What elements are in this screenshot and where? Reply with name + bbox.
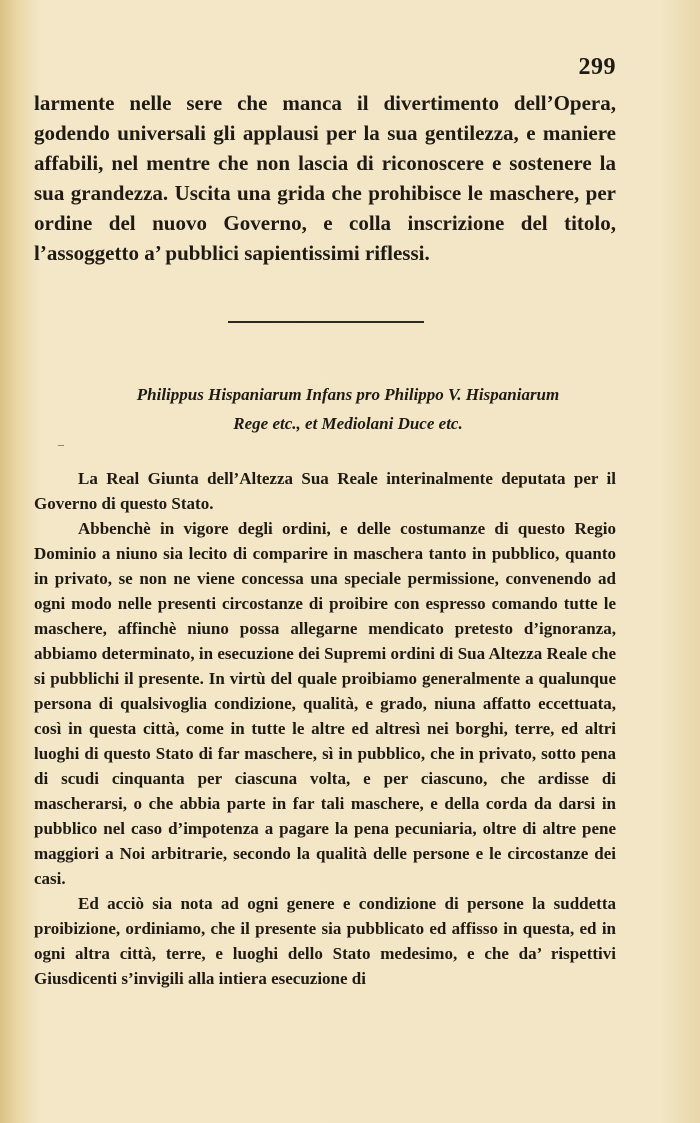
paragraph-1: La Real Giunta dell’Altezza Sua Reale interinalmente deputata per il Governo di questo Stato. <box>34 469 616 513</box>
top-paragraph: larmente nelle sere che manca il divertimento dell’Opera, godendo universali gli applausi per la sua gentilezza, e maniere affabili, nel mentre che non lascia di riconoscere e sostenere la sua grandezza. Uscita una grida che prohibisce le maschere, per ordine del nuovo Governo, e colla inscrizione del titolo, l’assoggetto a’ pubblici sapientissimi riflessi. <box>34 91 616 265</box>
paragraph-3: Ed acciò sia nota ad ogni genere e condizione di persone la suddetta proibizione, ordiniamo, che il presente sia pubblicato ed affisso in questa, ed in ogni altra città, terre, e luoghi dello Stato medesimo, e che da’ rispettivi Giusdicenti s’invigili alla intiera esecuzione di <box>34 894 616 988</box>
page-number: 299 <box>578 54 616 80</box>
body-text <box>34 466 616 991</box>
section-divider <box>228 321 424 323</box>
heading-line-2: Rege etc., et Mediolani Duce etc. <box>233 414 463 433</box>
heading-line-1: Philippus Hispaniarum Infans pro Philippo V. Hispaniarum <box>136 385 560 404</box>
section-heading <box>50 380 646 438</box>
small-mark: – <box>58 437 64 451</box>
paragraph-2: Abbenchè in vigore degli ordini, e delle costumanze di questo Regio Dominio a niuno sia lecito di comparire in maschera tanto in pubblico, quanto in privato, se non ne viene concessa una speciale permissione, convenendo ad ogni modo nelle presenti circostanze di proibire con espresso comando tutte le maschere, affinchè niuno possa allegarne mendicato pretesto d’ignoranza, abbiamo determinato, in esecuzione dei Supremi ordini di Sua Altezza Reale che si pubblichi il presente. In virtù del quale proibiamo generalmente a qualunque persona di qualsivoglia condizione, qualità, e grado, niuna affatto eccettuata, così in questa città, come in tutte le altre ed altresì nei borghi, terre, ed altri luoghi di questo Stato di far maschere, sì in pubblico, che in privato, sotto pena di scudi cinquanta per ciascuna volta, e per ciascuno, che ardisse di mascherarsi, o che abbia parte in far tali maschere, e della corda da darsi in pubblico nel caso d’impotenza a pagare la pena pecuniaria, oltre di altre pene maggiori a Noi arbitrarie, secondo la qualità delle persone e le circostanze dei casi. <box>34 519 616 888</box>
